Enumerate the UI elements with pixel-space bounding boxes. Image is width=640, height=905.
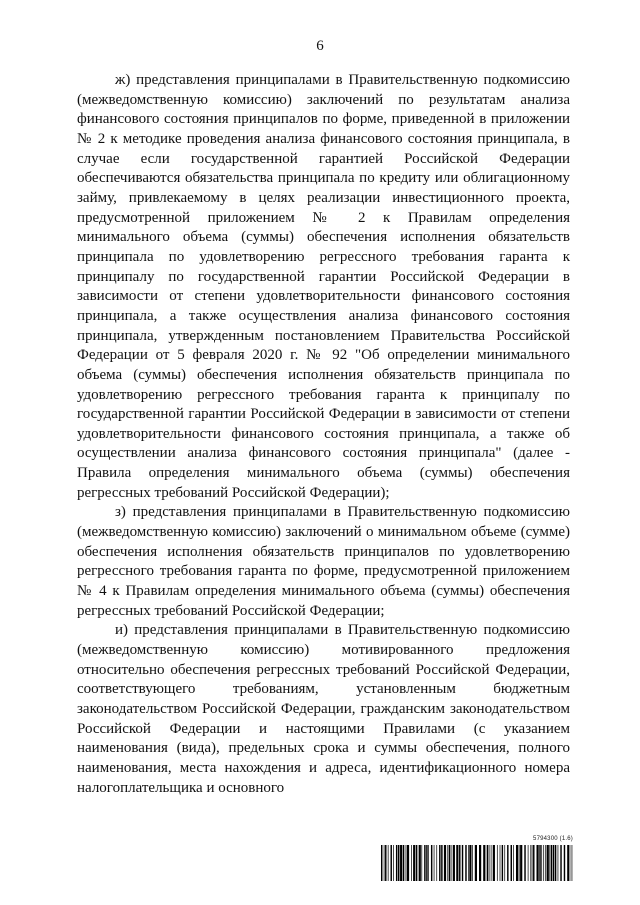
barcode-block	[381, 836, 573, 882]
barcode-code: 5794300 (1.6)	[533, 836, 573, 842]
document-body	[77, 71, 570, 798]
barcode-icon	[381, 845, 573, 881]
paragraph-zh: ж) представления принципалами в Правительственную подкомиссию (межведомственную комиссию) заключений по результатам анализа финансового состояния принципалов по форме, приведенной в приложении № 2 к методике проведения анализа финансового состояния принципала, в случае если государственной гарантией Российской Федерации обеспечиваются обязательства принципала по кредиту или облигационному займу, привлекаемому в целях реализации инвестиционного проекта, предусмотренной приложением № 2 к Правилам определения минимального объема (суммы) обеспечения исполнения обязательств принципала по удовлетворению регрессного требования гаранта к принципалу по государственной гарантии Российской Федерации в зависимости от степени удовлетворительности финансового состояния принципала, а также осуществления анализа финансового состояния принципала, утвержденным постановлением Правительства Российской Федерации от 5 февраля 2020 г. № 92 "Об определении минимального объема (суммы) обеспечения исполнения обязательств принципала по удовлетворению регрессного требования гаранта к принципалу по государственной гарантии Российской Федерации в зависимости от степени удовлетворительности финансового состояния принципала, а также об осуществлении анализа финансового состояния принципала" (далее - Правила определения минимального объема (суммы) обеспечения регрессных требований Российской Федерации);	[77, 72, 570, 501]
paragraph-z: з) представления принципалами в Правительственную подкомиссию (межведомственную комиссию) заключений о минимальном объеме (сумме) обеспечения исполнения обязательств принципалов по удовлетворению регрессного требования гаранта по форме, предусмотренной приложением № 4 к Правилам определения минимального объема (суммы) обеспечения регрессных требований Российской Федерации;	[77, 504, 570, 619]
paragraph-i: и) представления принципалами в Правительственную подкомиссию (межведомственную комиссию) мотивированного предложения относительно обеспечения регрессных требований Российской Федерации, соответствующего требованиям, установленным бюджетным законодательством Российской Федерации, гражданским законодательством Российской Федерации и настоящими Правилами (с указанием наименования (вида), предельных срока и суммы обеспечения, полного наименования, места нахождения и адреса, идентификационного номера налогоплательщика и основного	[77, 622, 570, 796]
page-number: 6	[316, 38, 324, 54]
